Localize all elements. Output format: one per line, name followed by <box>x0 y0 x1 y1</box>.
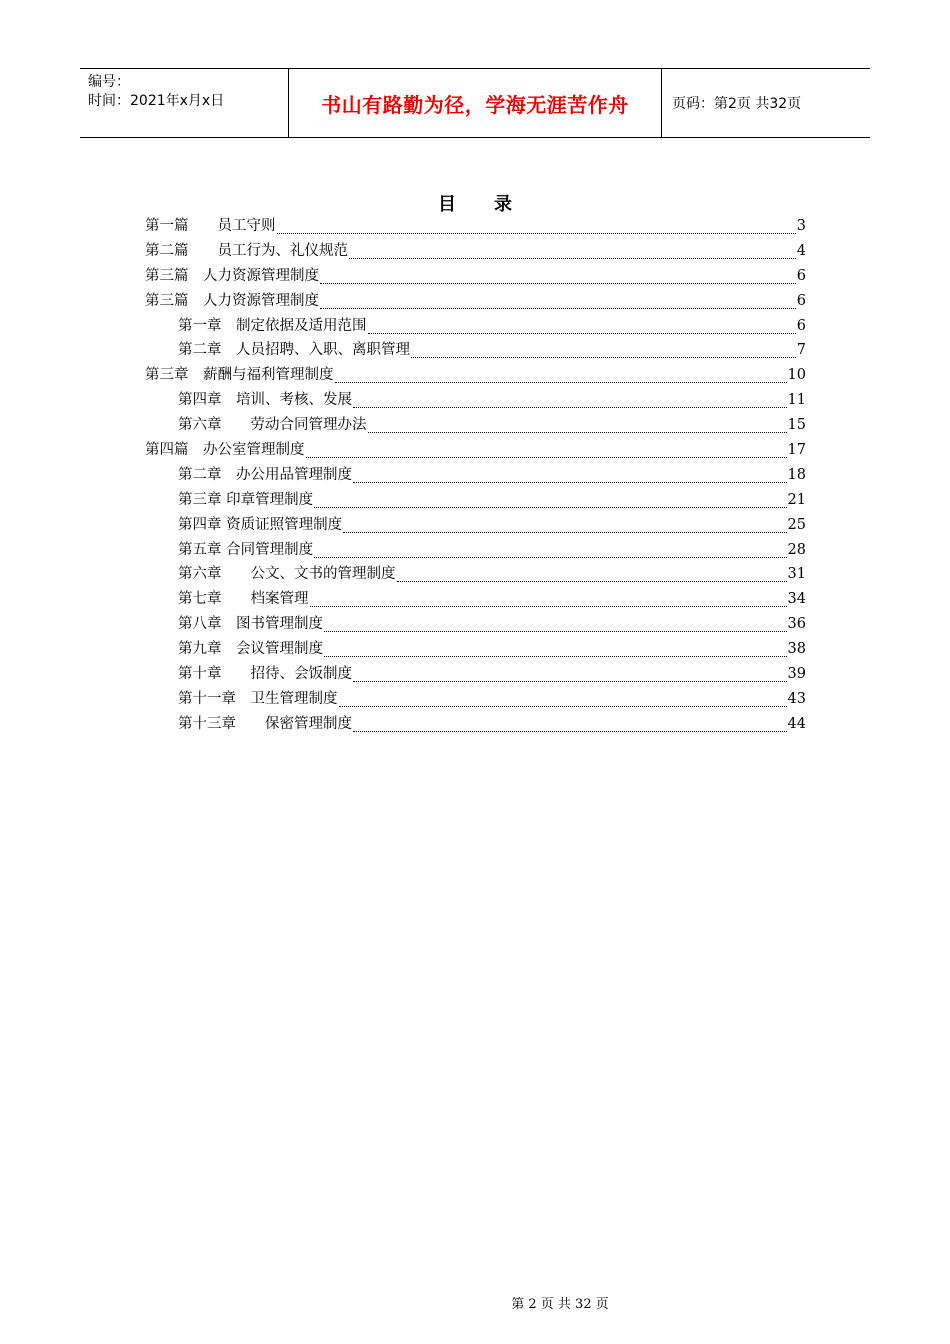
toc-entry[interactable] <box>145 338 806 363</box>
toc-dot-leader <box>314 499 786 508</box>
toc-dot-leader <box>314 549 786 558</box>
toc-entry[interactable] <box>145 363 806 388</box>
toc-dot-leader <box>353 723 787 732</box>
toc-entry-label: 第九章 会议管理制度 <box>178 641 323 658</box>
toc-dot-leader <box>324 623 787 632</box>
toc-entry-page: 38 <box>787 641 806 658</box>
toc-dot-leader <box>324 648 787 657</box>
header-motto: 书山有路勤为径，学海无涯苦作舟 <box>288 69 662 137</box>
toc-entry[interactable] <box>145 264 806 289</box>
toc-entry[interactable] <box>145 612 806 637</box>
toc-entry-label: 第三篇 人力资源管理制度 <box>145 267 319 284</box>
toc-dot-leader <box>277 225 796 234</box>
toc-entry[interactable] <box>145 712 806 737</box>
toc-entry-page: 6 <box>796 267 806 284</box>
toc-entry-label: 第二章 人员招聘、入职、离职管理 <box>178 342 410 359</box>
toc-entry[interactable] <box>145 562 806 587</box>
toc-entry-label: 第十三章 保密管理制度 <box>178 715 352 732</box>
toc-entry-label: 第十章 招待、会饭制度 <box>178 666 352 683</box>
toc-entry-label: 第二篇 员工行为、礼仪规范 <box>145 242 348 259</box>
toc-entry-label: 第七章 档案管理 <box>178 591 309 608</box>
toc-entry-label: 第十一章 卫生管理制度 <box>178 690 338 707</box>
toc-dot-leader <box>310 598 787 607</box>
toc-entry[interactable] <box>145 239 806 264</box>
header-meta <box>80 69 288 137</box>
toc-entry-label: 第四篇 办公室管理制度 <box>145 442 305 459</box>
table-of-contents <box>145 214 806 737</box>
toc-entry-page: 10 <box>787 367 806 384</box>
toc-entry-label: 第四章 培训、考核、发展 <box>178 392 352 409</box>
toc-entry-label: 第一章 制定依据及适用范围 <box>178 317 367 334</box>
toc-dot-leader <box>368 325 796 334</box>
toc-entry-page: 43 <box>787 690 806 707</box>
header-page-info: 页码：第2页 共32页 <box>672 96 802 112</box>
toc-entry[interactable] <box>145 538 806 563</box>
toc-entry-page: 39 <box>787 666 806 683</box>
toc-entry-page: 6 <box>796 317 806 334</box>
toc-entry-page: 6 <box>796 292 806 309</box>
toc-dot-leader <box>335 374 787 383</box>
toc-title-char: 录 <box>494 194 512 215</box>
toc-entry-label: 第六章 公文、文书的管理制度 <box>178 566 396 583</box>
toc-dot-leader <box>353 399 787 408</box>
toc-entry-page: 21 <box>787 491 806 508</box>
toc-entry-page: 18 <box>787 466 806 483</box>
toc-entry-label: 第五章 合同管理制度 <box>178 541 314 558</box>
toc-entry-page: 3 <box>796 218 806 234</box>
toc-entry-page: 11 <box>787 392 806 409</box>
toc-entry-label: 第一篇 员工守则 <box>145 218 276 234</box>
toc-entry-page: 31 <box>787 566 806 583</box>
toc-entry-page: 4 <box>796 242 806 259</box>
document-date: 时间：2021年x月x日 <box>88 93 225 109</box>
toc-entry-label: 第六章 劳动合同管理办法 <box>178 417 367 434</box>
toc-entry-page: 25 <box>787 516 806 533</box>
toc-entry-page: 15 <box>787 417 806 434</box>
toc-entry[interactable] <box>145 289 806 314</box>
toc-entry-label: 第二章 办公用品管理制度 <box>178 466 352 483</box>
toc-entry[interactable] <box>145 637 806 662</box>
toc-dot-leader <box>349 250 796 259</box>
toc-entry[interactable] <box>145 214 806 239</box>
toc-entry[interactable] <box>145 662 806 687</box>
toc-dot-leader <box>353 474 787 483</box>
toc-dot-leader <box>411 349 796 358</box>
toc-dot-leader <box>320 275 796 284</box>
toc-dot-leader <box>397 573 787 582</box>
toc-entry[interactable] <box>145 438 806 463</box>
toc-entry[interactable] <box>145 413 806 438</box>
toc-entry-label: 第三章 薪酬与福利管理制度 <box>145 367 334 384</box>
toc-dot-leader <box>320 300 796 309</box>
toc-dot-leader <box>306 449 787 458</box>
toc-entry[interactable] <box>145 513 806 538</box>
toc-entry-page: 34 <box>787 591 806 608</box>
toc-entry[interactable] <box>145 687 806 712</box>
toc-entry[interactable] <box>145 314 806 339</box>
toc-dot-leader <box>368 424 787 433</box>
toc-dot-leader <box>343 524 786 533</box>
toc-dot-leader <box>353 673 787 682</box>
toc-entry[interactable] <box>145 587 806 612</box>
toc-entry-label: 第三章 印章管理制度 <box>178 491 314 508</box>
toc-entry-page: 28 <box>787 541 806 558</box>
toc-title <box>0 190 950 216</box>
toc-dot-leader <box>339 698 787 707</box>
toc-entry-label: 第四章 资质证照管理制度 <box>178 516 343 533</box>
toc-entry[interactable] <box>145 463 806 488</box>
toc-entry-page: 44 <box>787 715 806 732</box>
toc-entry-label: 第三篇 人力资源管理制度 <box>145 292 319 309</box>
toc-entry-page: 17 <box>787 442 806 459</box>
toc-entry-page: 7 <box>796 342 806 359</box>
toc-entry[interactable] <box>145 388 806 413</box>
page-header <box>80 68 870 138</box>
toc-title-char: 目 <box>438 194 456 215</box>
document-number-label: 编号： <box>88 74 130 90</box>
page-footer: 第 2 页 共 32 页 <box>511 1297 609 1312</box>
toc-entry[interactable] <box>145 488 806 513</box>
toc-entry-page: 36 <box>787 616 806 633</box>
toc-entry-label: 第八章 图书管理制度 <box>178 616 323 633</box>
